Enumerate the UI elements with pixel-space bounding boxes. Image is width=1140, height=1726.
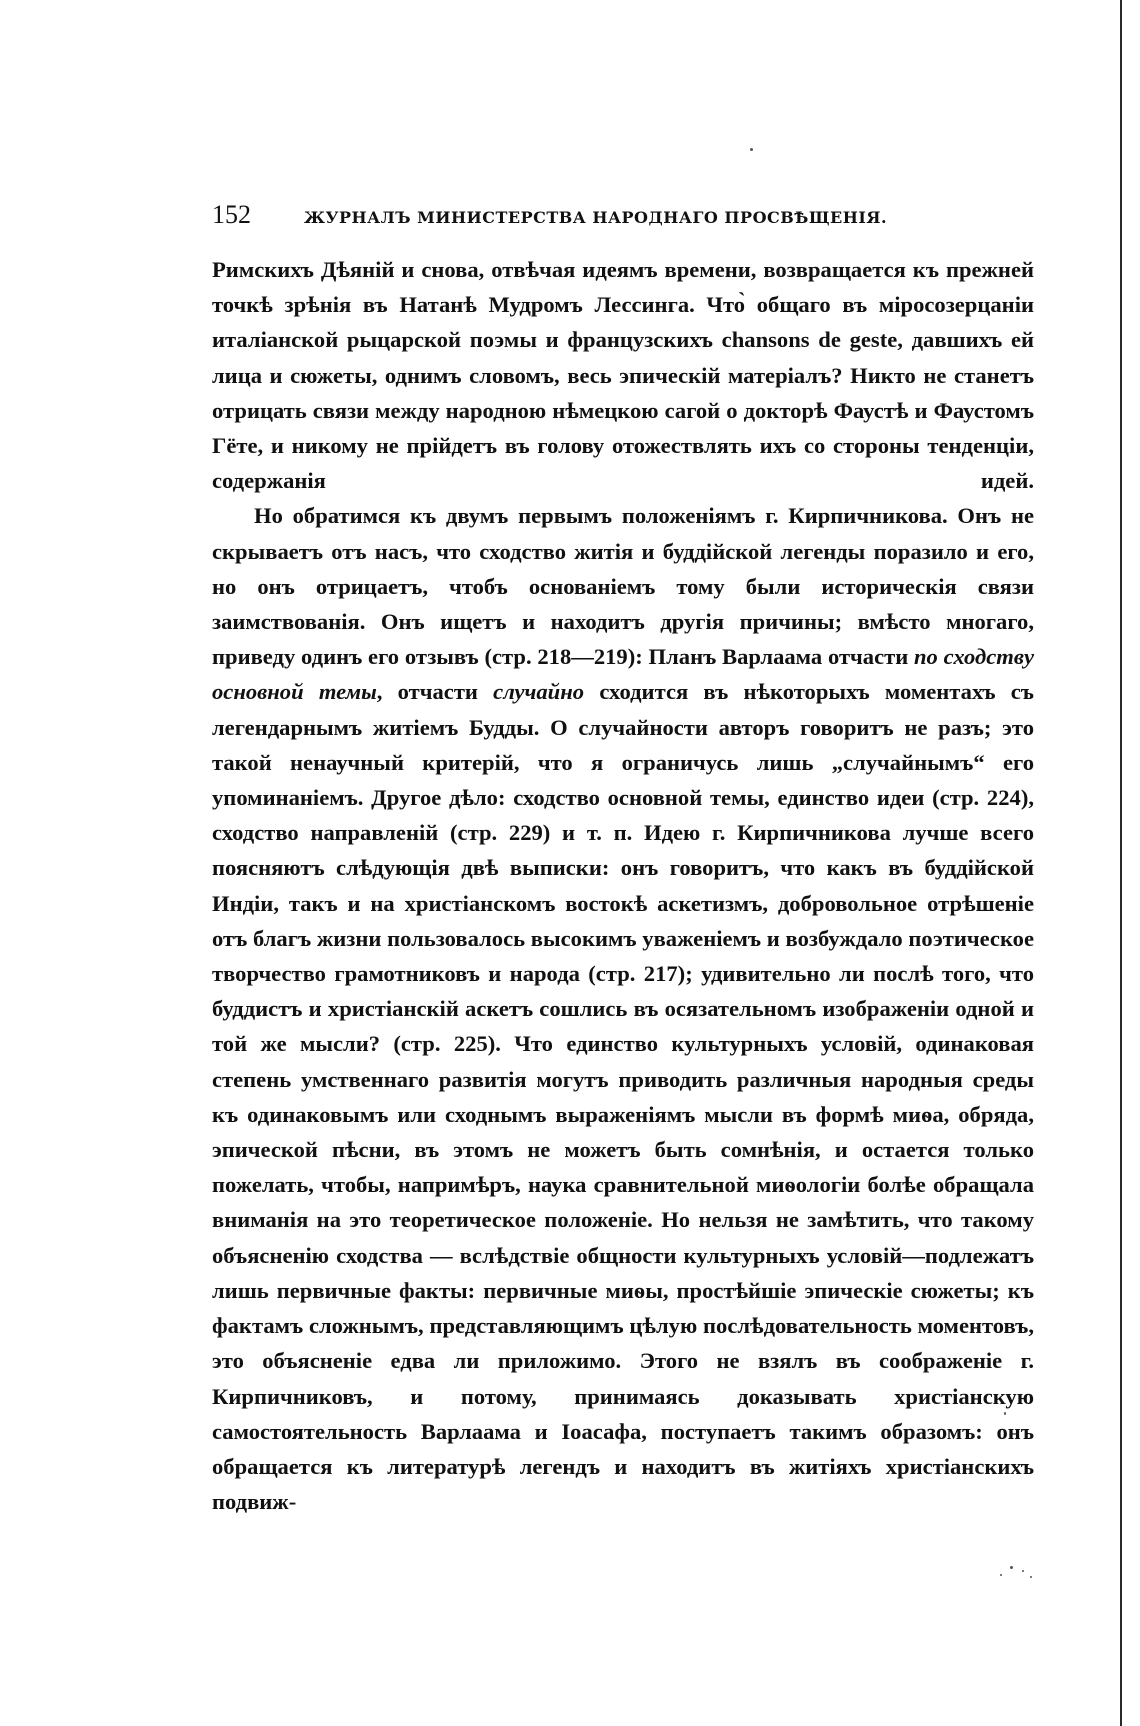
paragraph-text: Римскихъ Дѣяній и снова, отвѣчая идеямъ времени, возвращается къ прежней точкѣ зрѣнія въ Натанѣ Мудромъ Лессинга. Что̀ общаго въ міросозерцаніи италіанской рыцарской поэмы и французскихъ chansons de geste, давшихъ ей лица и сюжеты, однимъ словомъ, весь эпическій матеріалъ? Никто не станетъ отрицать связи между народною нѣмецкою сагой о докторѣ Фаустѣ и Фаустомъ Гёте, и никому не прійдетъ въ голову отожествлять ихъ со стороны тенденціи, содержанія идей. bbox=[212, 257, 1034, 494]
italic-emphasis-2: случайно bbox=[493, 679, 585, 705]
page-header bbox=[212, 200, 1034, 230]
paragraph-main bbox=[212, 498, 1034, 1519]
italic-emphasis-1: по сходству основной темы bbox=[212, 644, 1034, 705]
paragraph-continuation bbox=[212, 252, 1034, 498]
page-number: 152 bbox=[212, 200, 251, 229]
paragraph-text-part-3: сходится въ нѣкоторыхъ моментахъ съ легендарнымъ житіемъ Будды. О случайности авторъ говоритъ не разъ; это такой ненаучный критерій, что я ограничусь лишь „случайнымъ“ его упоминаніемъ. Другое дѣло: сходство основной темы, единство идеи (стр. 224), сходство направленій (стр. 229) и т. п. Идею г. Кирпичникова лучше всего поясняютъ слѣдующія двѣ выписки: онъ говоритъ, что какъ въ буддійской Индіи, такъ и на христіанскомъ востокѣ аскетизмъ, добровольное отрѣшеніе отъ благъ жизни пользовалось высокимъ уваженіемъ и возбуждало поэтическое творчество грамотниковъ и народа (стр. 217); удивительно ли послѣ того, что буддистъ и христіанскій аскетъ сошлись въ осязательномъ изображеніи одной и той же мысли? (стр. 225). Что единство культурныхъ условій, одинаковая степень умственнаго развитія могутъ приводить различныя народныя среды къ одинаковымъ или сходнымъ выраженіямъ мысли въ формѣ миѳа, обряда, эпической пѣсни, въ этомъ не можетъ быть сомнѣнія, и остается только пожелать, чтобы, напримѣръ, наука сравнительной миѳологіи болѣе обращала вниманія на это теоретическое положеніе. Но нельзя не замѣтить, что такому объясненію сходства — вслѣдствіе общности культурныхъ условій—подлежатъ лишь первичные факты: первичные миѳы, простѣйшіе эпическіе сюжеты; къ фактамъ сложнымъ, представляющимъ цѣлую послѣдовательность моментовъ, это объясненіе едва ли приложимо. Этого не взялъ въ соображеніе г. Кирпичниковъ, и потому, принимаясь доказывать христіанскую самостоятельность Варлаама и Іоасафа, поступаетъ такимъ образомъ: онъ обращается къ литературѣ легендъ и находитъ въ житіяхъ христіанскихъ подвиж- bbox=[212, 679, 1034, 1515]
running-head: ЖУРНАЛЪ МИНИСТЕРСТВА НАРОДНАГО ПРОСВѢЩЕНІЯ. bbox=[304, 208, 888, 227]
scan-speck bbox=[1010, 1566, 1013, 1569]
book-page bbox=[212, 200, 1034, 1519]
body-text bbox=[212, 252, 1034, 1519]
scan-speck bbox=[1030, 1576, 1032, 1578]
paragraph-text-part-2: , отчасти bbox=[376, 679, 494, 705]
scan-edge-line bbox=[1120, 0, 1122, 1726]
paragraph-text-part-1: Но обратимся къ двумъ первымъ положеніямъ г. Кирпичникова. Онъ не скрываетъ отъ насъ, что сходство житія и буддійской легенды поразило и его, но онъ отрицаетъ, чтобъ основаніемъ тому были историческія связи заимствованія. Онъ ищетъ и находитъ другія причины; вмѣсто многаго, приведу одинъ его отзывъ (стр. 218—219): Планъ Варлаама отчасти bbox=[212, 503, 1034, 670]
scan-speck bbox=[1000, 1574, 1002, 1576]
scan-speck bbox=[1022, 1570, 1024, 1572]
scan-speck bbox=[750, 148, 753, 151]
